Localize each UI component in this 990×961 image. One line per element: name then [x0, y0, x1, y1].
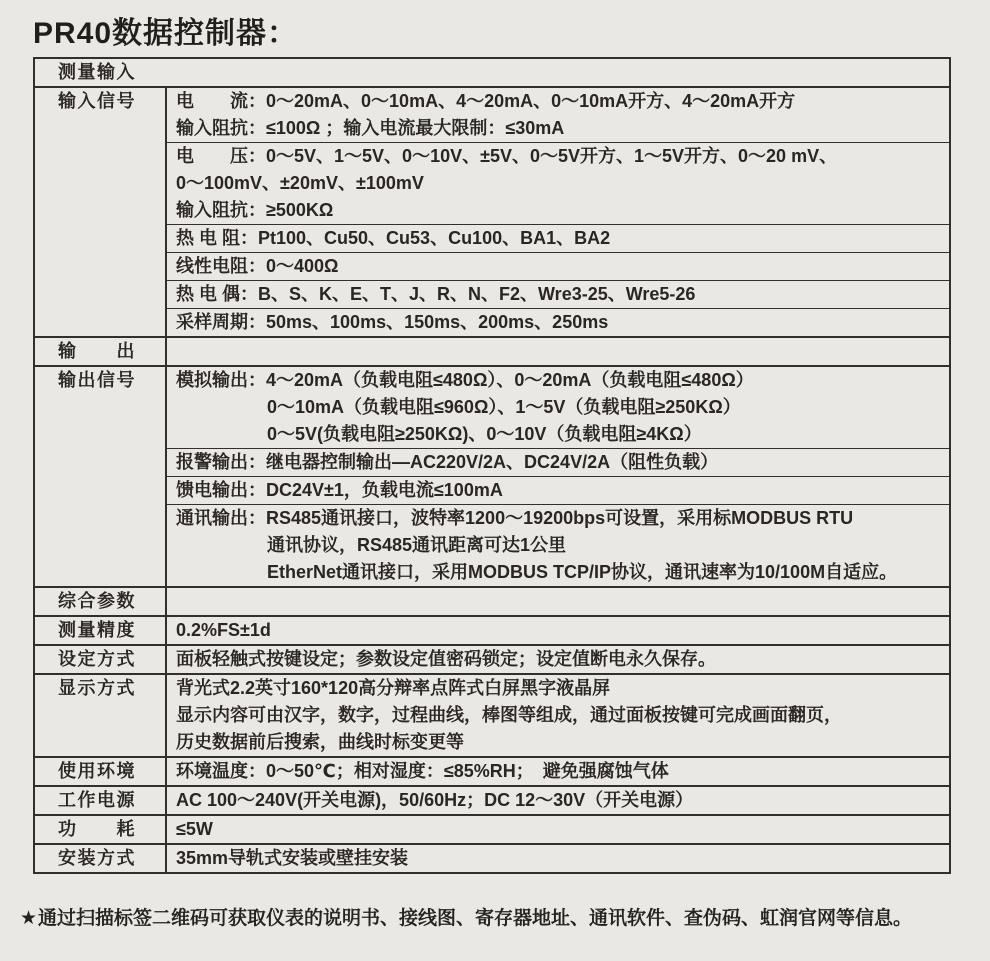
- spec-row: [35, 785, 949, 814]
- row-label: 测量精度: [58, 620, 136, 640]
- spec-line: 35mm导轨式安装或壁挂安装: [176, 848, 409, 868]
- spec-row: [35, 615, 949, 644]
- spec-line: 0～5V(负载电阻≥250KΩ)、0～10V（负载电阻≥4KΩ）: [267, 424, 702, 444]
- row-content: [165, 367, 949, 586]
- spec-subrow: [167, 476, 949, 504]
- spec-line: 电 压：0～5V、1～5V、0～10V、±5V、0～5V开方、1～5V开方、0～20 mV、: [176, 146, 838, 166]
- spec-line: 电 流：0～20mA、0～10mA、4～20mA、0～10mA开方、4～20mA开方: [176, 91, 796, 111]
- spec-subrow: [167, 448, 949, 476]
- row-content: [165, 588, 949, 615]
- spec-subrow: [167, 816, 949, 843]
- spec-row: [35, 843, 949, 872]
- spec-line: EtherNet通讯接口，采用MODBUS TCP/IP协议，通讯速率为10/100M自适应。: [267, 562, 898, 582]
- star-icon: ★: [20, 908, 38, 929]
- spec-subrow: [167, 675, 949, 756]
- spec-subrow: [167, 142, 949, 224]
- spec-line: 热 电 偶：B、S、K、E、T、J、R、N、F2、Wre3-25、Wre5-26: [176, 284, 696, 304]
- row-content: [165, 617, 949, 644]
- row-content: [165, 675, 949, 756]
- spec-line: 通讯输出：RS485通讯接口，波特率1200～19200bps可设置，采用标MODBUS RTU: [176, 508, 854, 528]
- spec-line: 历史数据前后搜索，曲线时标变更等: [176, 732, 464, 752]
- spec-line: 模拟输出：4～20mA（负载电阻≤480Ω）、0～20mA（负载电阻≤480Ω）: [176, 370, 754, 390]
- spec-subrow: [167, 224, 949, 252]
- row-content: [165, 338, 949, 365]
- spec-subrow: [167, 646, 949, 673]
- row-label: 输出信号: [58, 370, 136, 390]
- spec-subrow: [167, 308, 949, 336]
- spec-row: [35, 586, 949, 615]
- spec-line: 馈电输出：DC24V±1，负载电流≤100mA: [176, 480, 503, 500]
- spec-subrow: [167, 787, 949, 814]
- spec-subrow: [167, 617, 949, 644]
- spec-line: 0.2%FS±1d: [176, 620, 271, 640]
- spec-line: 通讯协议，RS485通讯距离可达1公里: [267, 535, 567, 555]
- footnote-text: 通过扫描标签二维码可获取仪表的说明书、接线图、寄存器地址、通讯软件、查伪码、虹润官网等信息。: [38, 908, 913, 929]
- spec-line: 面板轻触式按键设定；参数设定值密码锁定；设定值断电永久保存。: [176, 649, 716, 669]
- row-label: 功 耗: [58, 819, 136, 839]
- row-content: [165, 88, 949, 336]
- spec-subrow: [167, 252, 949, 280]
- spec-line: 热 电 阻：Pt100、Cu50、Cu53、Cu100、BA1、BA2: [176, 228, 611, 248]
- spec-row: [35, 59, 949, 86]
- row-label: 工作电源: [58, 790, 136, 810]
- row-content: [165, 646, 949, 673]
- spec-line: 线性电阻：0～400Ω: [176, 256, 339, 276]
- spec-subrow: [167, 758, 949, 785]
- row-label: 显示方式: [58, 678, 136, 698]
- spec-line: 输入阻抗：≥500KΩ: [176, 200, 334, 220]
- row-label: 使用环境: [58, 761, 136, 781]
- spec-row: [35, 86, 949, 336]
- spec-line: 显示内容可由汉字，数字，过程曲线，棒图等组成，通过面板按键可完成画面翻页，: [176, 705, 842, 725]
- row-label: 设定方式: [58, 649, 136, 669]
- spec-row: [35, 644, 949, 673]
- spec-line: 环境温度：0～50℃；相对湿度：≤85%RH； 避免强腐蚀气体: [176, 761, 669, 781]
- spec-line: ≤5W: [176, 819, 213, 839]
- spec-line: 0～10mA（负载电阻≤960Ω）、1～5V（负载电阻≥250KΩ）: [267, 397, 741, 417]
- spec-row: [35, 336, 949, 365]
- spec-row: [35, 814, 949, 843]
- spec-line: 0～100mV、±20mV、±100mV: [176, 173, 424, 193]
- row-label: 安装方式: [58, 848, 136, 868]
- row-content: [165, 758, 949, 785]
- spec-subrow: [167, 88, 949, 142]
- footnote: [20, 903, 912, 930]
- spec-line: 背光式2.2英寸160*120高分辩率点阵式白屏黑字液晶屏: [176, 678, 611, 698]
- section-label: 输 出: [58, 341, 136, 361]
- spec-subrow: [167, 280, 949, 308]
- section-label: 测量输入: [58, 62, 136, 82]
- spec-line: 报警输出：继电器控制输出—AC220V/2A、DC24V/2A（阻性负载）: [176, 452, 719, 472]
- row-content: [165, 816, 949, 843]
- spec-line: AC 100～240V(开关电源)，50/60Hz；DC 12～30V（开关电源）: [176, 790, 694, 810]
- section-label: 综合参数: [58, 591, 136, 611]
- row-label: 输入信号: [58, 91, 136, 111]
- spec-subrow: [167, 845, 949, 872]
- spec-subrow: [167, 504, 949, 586]
- spec-subrow: [167, 367, 949, 448]
- page-title: PR40数据控制器：: [33, 17, 299, 50]
- row-content: [165, 845, 949, 872]
- spec-row: [35, 673, 949, 756]
- spec-line: 采样周期：50ms、100ms、150ms、200ms、250ms: [176, 312, 609, 332]
- spec-row: [35, 365, 949, 586]
- spec-row: [35, 756, 949, 785]
- row-content: [165, 787, 949, 814]
- spec-line: 输入阻抗：≤100Ω ；输入电流最大限制：≤30mA: [176, 118, 565, 138]
- spec-table: [33, 57, 951, 874]
